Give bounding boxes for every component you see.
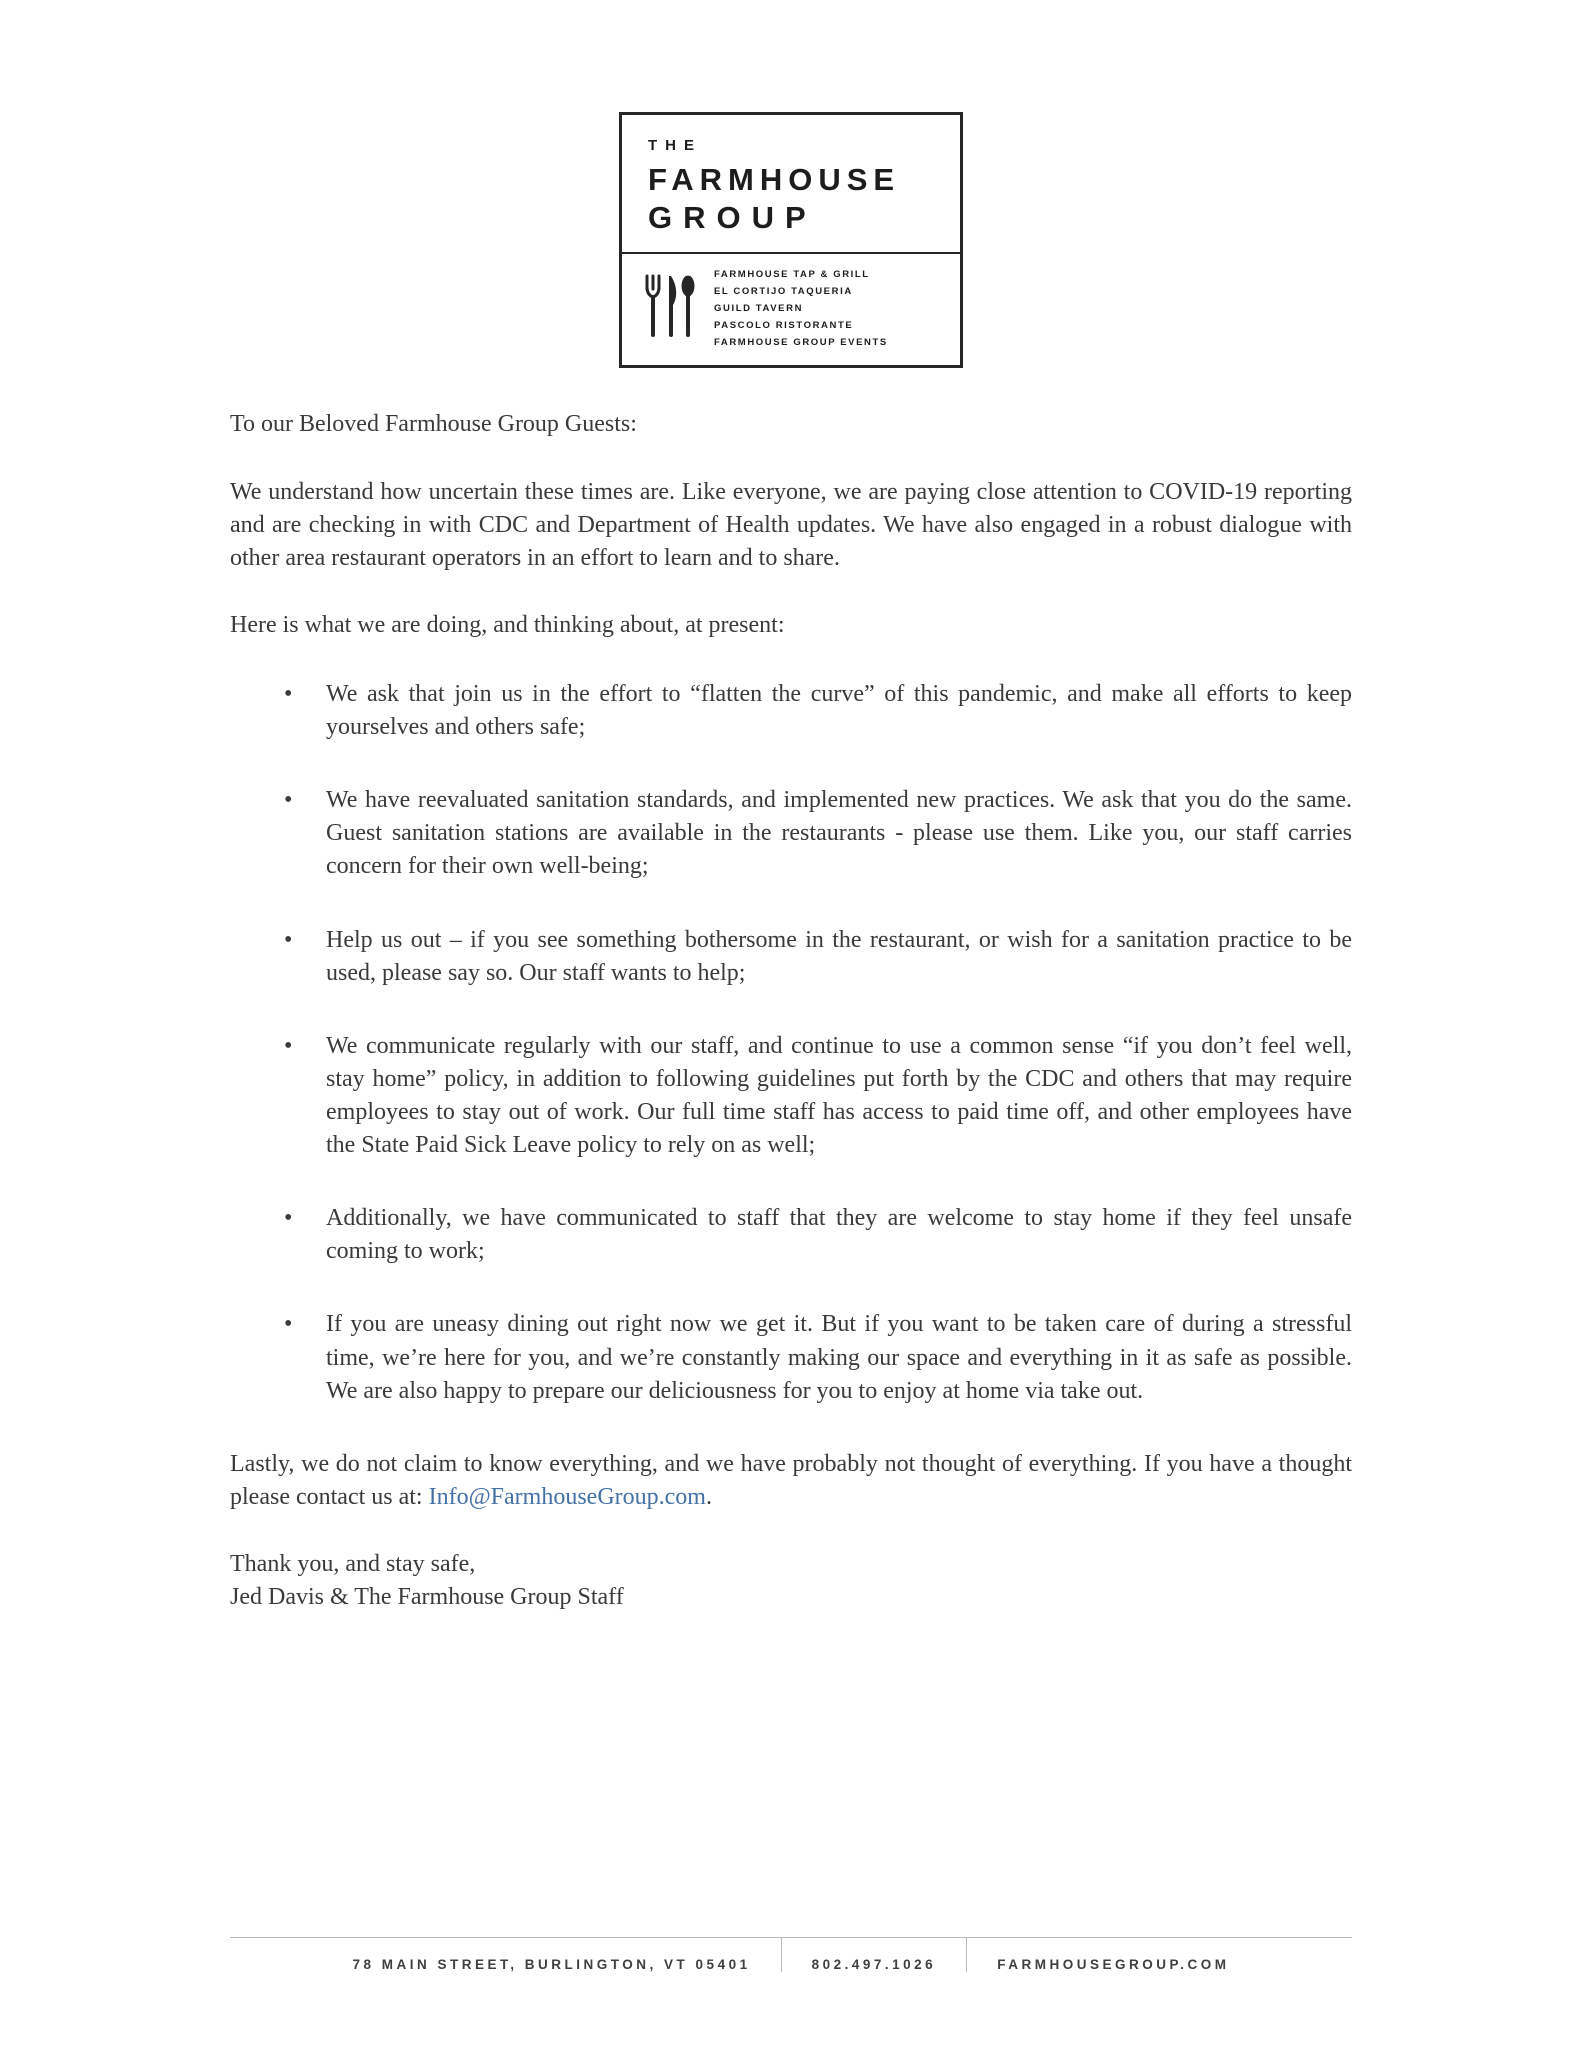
salutation: To our Beloved Farmhouse Group Guests: xyxy=(230,411,637,438)
logo-farmhouse: FARMHOUSE xyxy=(648,162,901,197)
footer-address: 78 MAIN STREET, BURLINGTON, VT 05401 xyxy=(352,1956,751,1972)
footer-phone: 802.497.1026 xyxy=(811,1956,937,1972)
logo-the: THE xyxy=(648,137,702,154)
bullet-item: • We have reevaluated sanitation standards, and implemented new practices. We ask that you do the same. Guest sanitation stations are available in the restaurants - please use them. Like you, our staff carries concern for their own well-being; xyxy=(284,784,1352,883)
contact-email-link[interactable]: Info@FarmhouseGroup.com xyxy=(428,1483,706,1510)
restaurant-name: EL CORTIJO TAQUERIA xyxy=(714,286,853,298)
signoff-line-2: Jed Davis & The Farmhouse Group Staff xyxy=(230,1584,624,1611)
signoff-line-1: Thank you, and stay safe, xyxy=(230,1550,476,1577)
footer-divider xyxy=(781,1938,782,1972)
bullet-item: • Help us out – if you see something bothersome in the restaurant, or wish for a sanitation practice to be used, please say so. Our staff wants to help; xyxy=(284,924,1352,990)
closing-text: Lastly, we do not claim to know everything, and we have probably not thought of everything. If you have a thought please contact us at: xyxy=(230,1450,1352,1510)
bullet-list xyxy=(230,678,1352,1408)
restaurant-name: PASCOLO RISTORANTE xyxy=(714,320,854,332)
bullet-item: • We communicate regularly with our staff, and continue to use a common sense “if you don’t feel well, stay home” policy, in addition to following guidelines put forth by the CDC and others that may require employees to stay out of work. Our full time staff has access to paid time off, and other employees have the State Paid Sick Leave policy to rely on as well; xyxy=(284,1030,1352,1162)
fork-knife-spoon-icon xyxy=(640,273,698,344)
footer-divider xyxy=(966,1938,967,1972)
restaurant-name: GUILD TAVERN xyxy=(714,303,804,315)
letter-body xyxy=(230,408,1352,1614)
logo-group: GROUP xyxy=(648,200,817,235)
restaurant-name: FARMHOUSE TAP & GRILL xyxy=(714,269,870,280)
closing-paragraph xyxy=(230,1448,1352,1514)
closing-period: . xyxy=(705,1483,712,1510)
signoff xyxy=(230,1548,1352,1614)
footer-website: FARMHOUSEGROUP.COM xyxy=(997,1956,1230,1972)
bullet-item: • If you are uneasy dining out right now we get it. But if you want to be taken care of during a stressful time, we’re here for you, and we’re constantly making our space and everything in it as safe as possible. We are also happy to prepare our deliciousness for you to enjoy at home via take out. xyxy=(284,1308,1352,1407)
logo-wordmark xyxy=(622,115,960,254)
bullet-item: • We ask that join us in the effort to “flatten the curve” of this pandemic, and make all efforts to keep yourselves and others safe; xyxy=(284,678,1352,744)
bullet-item: • Additionally, we have communicated to staff that they are welcome to stay home if they feel unsafe coming to work; xyxy=(284,1202,1352,1268)
logo-restaurant-list xyxy=(714,266,888,351)
lead-in-paragraph: Here is what we are doing, and thinking about, at present: xyxy=(230,611,785,638)
logo-restaurant-section xyxy=(622,254,960,365)
farmhouse-group-logo xyxy=(619,112,963,368)
letter-footer xyxy=(230,1937,1352,1972)
restaurant-name: FARMHOUSE GROUP EVENTS xyxy=(714,337,888,349)
intro-paragraph: We understand how uncertain these times are. Like everyone, we are paying close attention to COVID-19 reporting and are checking in with CDC and Department of Health updates. We have also engaged in a robust dialogue with other area restaurant operators in an effort to learn and to share. xyxy=(230,478,1352,571)
